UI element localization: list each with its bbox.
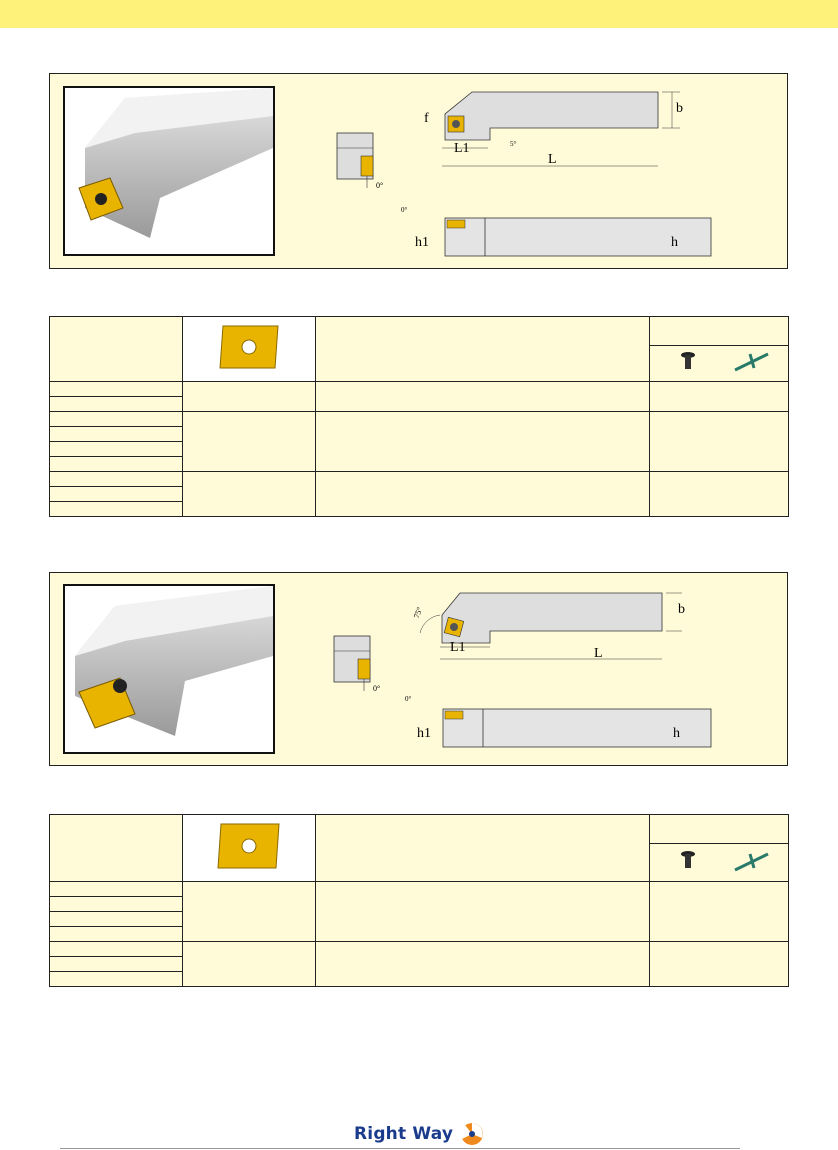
group-cell	[650, 882, 789, 942]
table-row	[50, 927, 183, 942]
header-cell-designation	[50, 317, 183, 382]
spec-table-1	[49, 316, 789, 517]
screw-icon	[681, 352, 695, 369]
group-cell	[183, 942, 316, 987]
table-row	[50, 487, 183, 502]
table-row	[50, 882, 183, 897]
tool-holder-photo-1	[63, 86, 275, 256]
group-cell	[650, 412, 789, 472]
header-bar	[0, 0, 838, 28]
table-row	[50, 427, 183, 442]
dim-h1-label-2: h1	[417, 726, 431, 741]
dim-angle-label-75: 75°	[412, 605, 425, 620]
table-row	[50, 457, 183, 472]
dim-angle-label-5: 5°	[510, 140, 517, 148]
side-view-drawing-1	[395, 202, 725, 262]
table-row	[50, 397, 183, 412]
dim-h-label: h	[671, 235, 678, 250]
dim-b-label-2: b	[678, 602, 685, 617]
insert-angle-label-2: 0°	[373, 684, 381, 693]
tool-diagram-panel-1	[49, 73, 788, 269]
tool-diagram-panel-2	[49, 572, 788, 766]
group-cell	[650, 382, 789, 412]
header-cell-dimensions	[316, 815, 650, 882]
dim-h-label-2: h	[673, 726, 680, 741]
table-row	[50, 382, 183, 397]
group-cell	[316, 382, 650, 412]
group-cell	[183, 472, 316, 517]
table-row	[50, 942, 183, 957]
top-view-drawing-1	[420, 82, 720, 182]
table-row	[50, 442, 183, 457]
header-cell-designation	[50, 815, 183, 882]
top-view-drawing-2	[410, 585, 720, 665]
dim-L1-label-2: L1	[450, 640, 466, 655]
group-cell	[316, 882, 650, 942]
brand-name: Right Way	[354, 1124, 454, 1144]
table-row	[50, 412, 183, 427]
side-view-drawing-2	[395, 691, 725, 757]
header-cell-insert	[183, 815, 316, 882]
insert-icon	[183, 318, 316, 376]
table-row	[50, 472, 183, 487]
group-cell	[316, 942, 650, 987]
table-row	[50, 972, 183, 987]
screw-icon	[681, 851, 695, 868]
brand-logo	[354, 1121, 485, 1147]
brand-emblem-icon	[459, 1121, 485, 1147]
table-row	[50, 897, 183, 912]
dim-f-label: f	[424, 111, 429, 126]
table-row	[50, 957, 183, 972]
group-cell	[650, 942, 789, 987]
dim-b-label: b	[676, 101, 683, 116]
table-row	[50, 912, 183, 927]
dim-L-label: L	[548, 152, 557, 167]
insert-side-view-1	[336, 132, 396, 192]
footer-divider	[60, 1148, 740, 1149]
side-angle-label-1: 0°	[401, 206, 408, 214]
insert-icon	[183, 816, 316, 876]
group-cell	[650, 472, 789, 517]
torx-wrench-icon	[735, 354, 768, 370]
dim-L1-label: L1	[454, 141, 470, 156]
header-cell-insert	[183, 317, 316, 382]
parts-icons-1	[650, 346, 789, 376]
parts-icons-2	[650, 844, 789, 876]
torx-wrench-icon	[735, 854, 768, 870]
dim-L-label-2: L	[594, 646, 603, 661]
side-angle-label-2: 0°	[405, 695, 412, 703]
header-cell-dimensions	[316, 317, 650, 382]
insert-side-view-2	[333, 635, 393, 695]
group-cell	[316, 412, 650, 472]
group-cell	[183, 412, 316, 472]
tool-holder-photo-2	[63, 584, 275, 754]
insert-angle-label-1: 0°	[376, 181, 384, 190]
group-cell	[183, 882, 316, 942]
header-cell-spare-parts	[650, 317, 789, 346]
table-row	[50, 502, 183, 517]
header-cell-parts-icons	[650, 346, 789, 382]
group-cell	[316, 472, 650, 517]
group-cell	[183, 382, 316, 412]
spec-table-2	[49, 814, 789, 987]
header-cell-parts-icons	[650, 844, 789, 882]
dim-h1-label: h1	[415, 235, 429, 250]
header-cell-spare-parts	[650, 815, 789, 844]
